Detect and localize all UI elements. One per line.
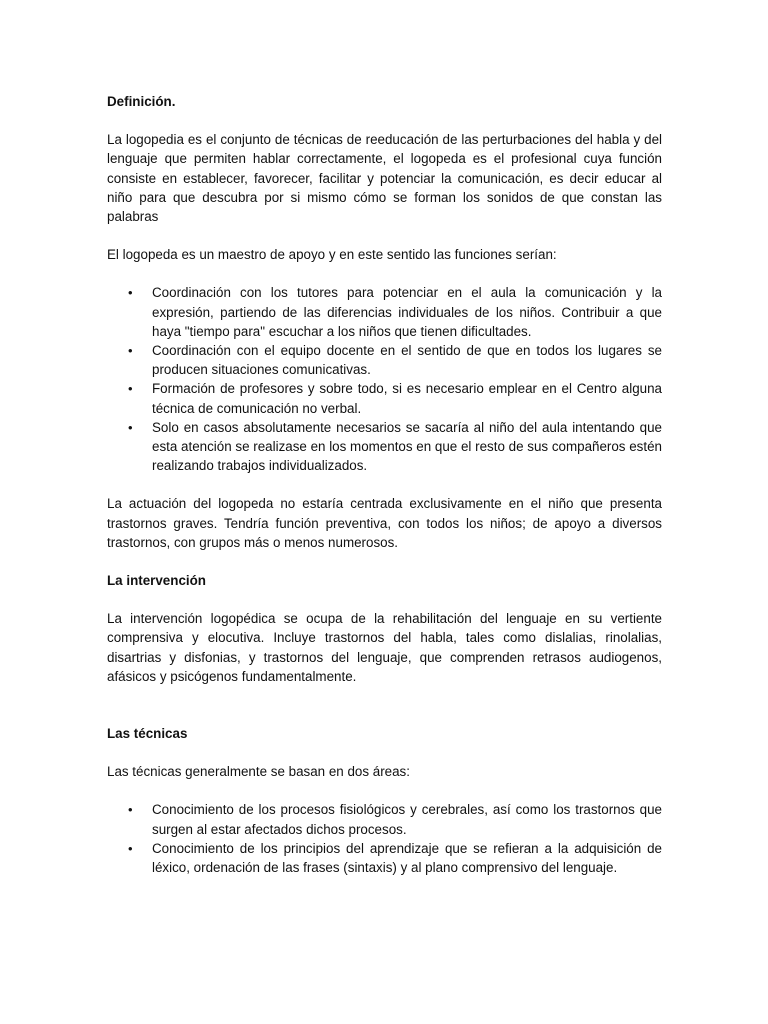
list-item	[107, 341, 662, 379]
bullet-icon: •	[128, 381, 133, 397]
list-item	[107, 839, 662, 877]
bullet-icon: •	[128, 285, 133, 301]
section-heading-tecnicas: Las técnicas	[107, 726, 188, 742]
list-item-text: Conocimiento de los principios del aprendizaje que se refieran a la adquisición de léxico, ordenación de las frases (sintaxis) y al plano comprensivo del lenguaje.	[152, 840, 662, 876]
section-heading-definicion: Definición.	[107, 94, 176, 109]
paragraph-actuacion: La actuación del logopeda no estaría centrada exclusivamente en el niño que presenta trastornos graves. Tendría función preventiva, con todos los niños; de apoyo a diversos trastornos, con grupos más o menos numerosos.	[107, 496, 662, 550]
bullet-list-tecnicas	[107, 800, 662, 877]
section-heading-intervencion: La intervención	[107, 573, 206, 589]
list-item-text: Solo en casos absolutamente necesarios se sacaría al niño del aula intentando que esta atención se realizase en los momentos en que el resto de sus compañeros estén realizando trabajos individualizados.	[152, 419, 662, 474]
bullet-list-funciones	[107, 283, 662, 475]
bullet-icon: •	[128, 419, 133, 435]
list-item	[107, 800, 662, 838]
list-item-text: Coordinación con el equipo docente en el sentido de que en todos los lugares se producen situaciones comunicativas.	[152, 343, 662, 378]
paragraph-intervencion: La intervención logopédica se ocupa de la rehabilitación del lenguaje en su vertiente comprensiva y elocutiva. Incluye trastornos del habla, tales como dislalias, rinolalias, disartrias y disfonias, y trastornos del lenguaje, que comprenden retrasos audiogenos, afásicos y psicógenos fundamentalmente.	[107, 611, 662, 684]
list-item-text: Conocimiento de los procesos fisiológicos y cerebrales, así como los trastornos que surgen al estar afectados dichos procesos.	[152, 802, 662, 837]
list-item	[107, 379, 662, 417]
paragraph-tecnicas-intro: Las técnicas generalmente se basan en dos áreas:	[107, 764, 410, 780]
list-item	[107, 418, 662, 476]
paragraph-funciones-intro: El logopeda es un maestro de apoyo y en este sentido las funciones serían:	[107, 247, 557, 263]
paragraph-definicion: La logopedia es el conjunto de técnicas de reeducación de las perturbaciones del habla y del lenguaje que permiten hablar correctamente, el logopeda es el profesional cuya función consiste en establecer, favorecer, facilitar y potenciar la comunicación, es decir educar al niño para que descubra por si mismo cómo se forman los sonidos de que constan las palabras	[107, 132, 662, 225]
bullet-icon: •	[128, 802, 133, 818]
bullet-icon: •	[128, 343, 133, 359]
list-item-text: Coordinación con los tutores para potenciar en el aula la comunicación y la expresión, partiendo de las diferencias individuales de los niños. Contribuir a que haya "tiempo para" escuchar a los niños que tienen dificultades.	[152, 285, 662, 339]
list-item-text: Formación de profesores y sobre todo, si es necesario emplear en el Centro alguna técnica de comunicación no verbal.	[152, 381, 662, 416]
bullet-icon: •	[128, 840, 133, 856]
document-page	[107, 92, 662, 877]
list-item	[107, 283, 662, 341]
